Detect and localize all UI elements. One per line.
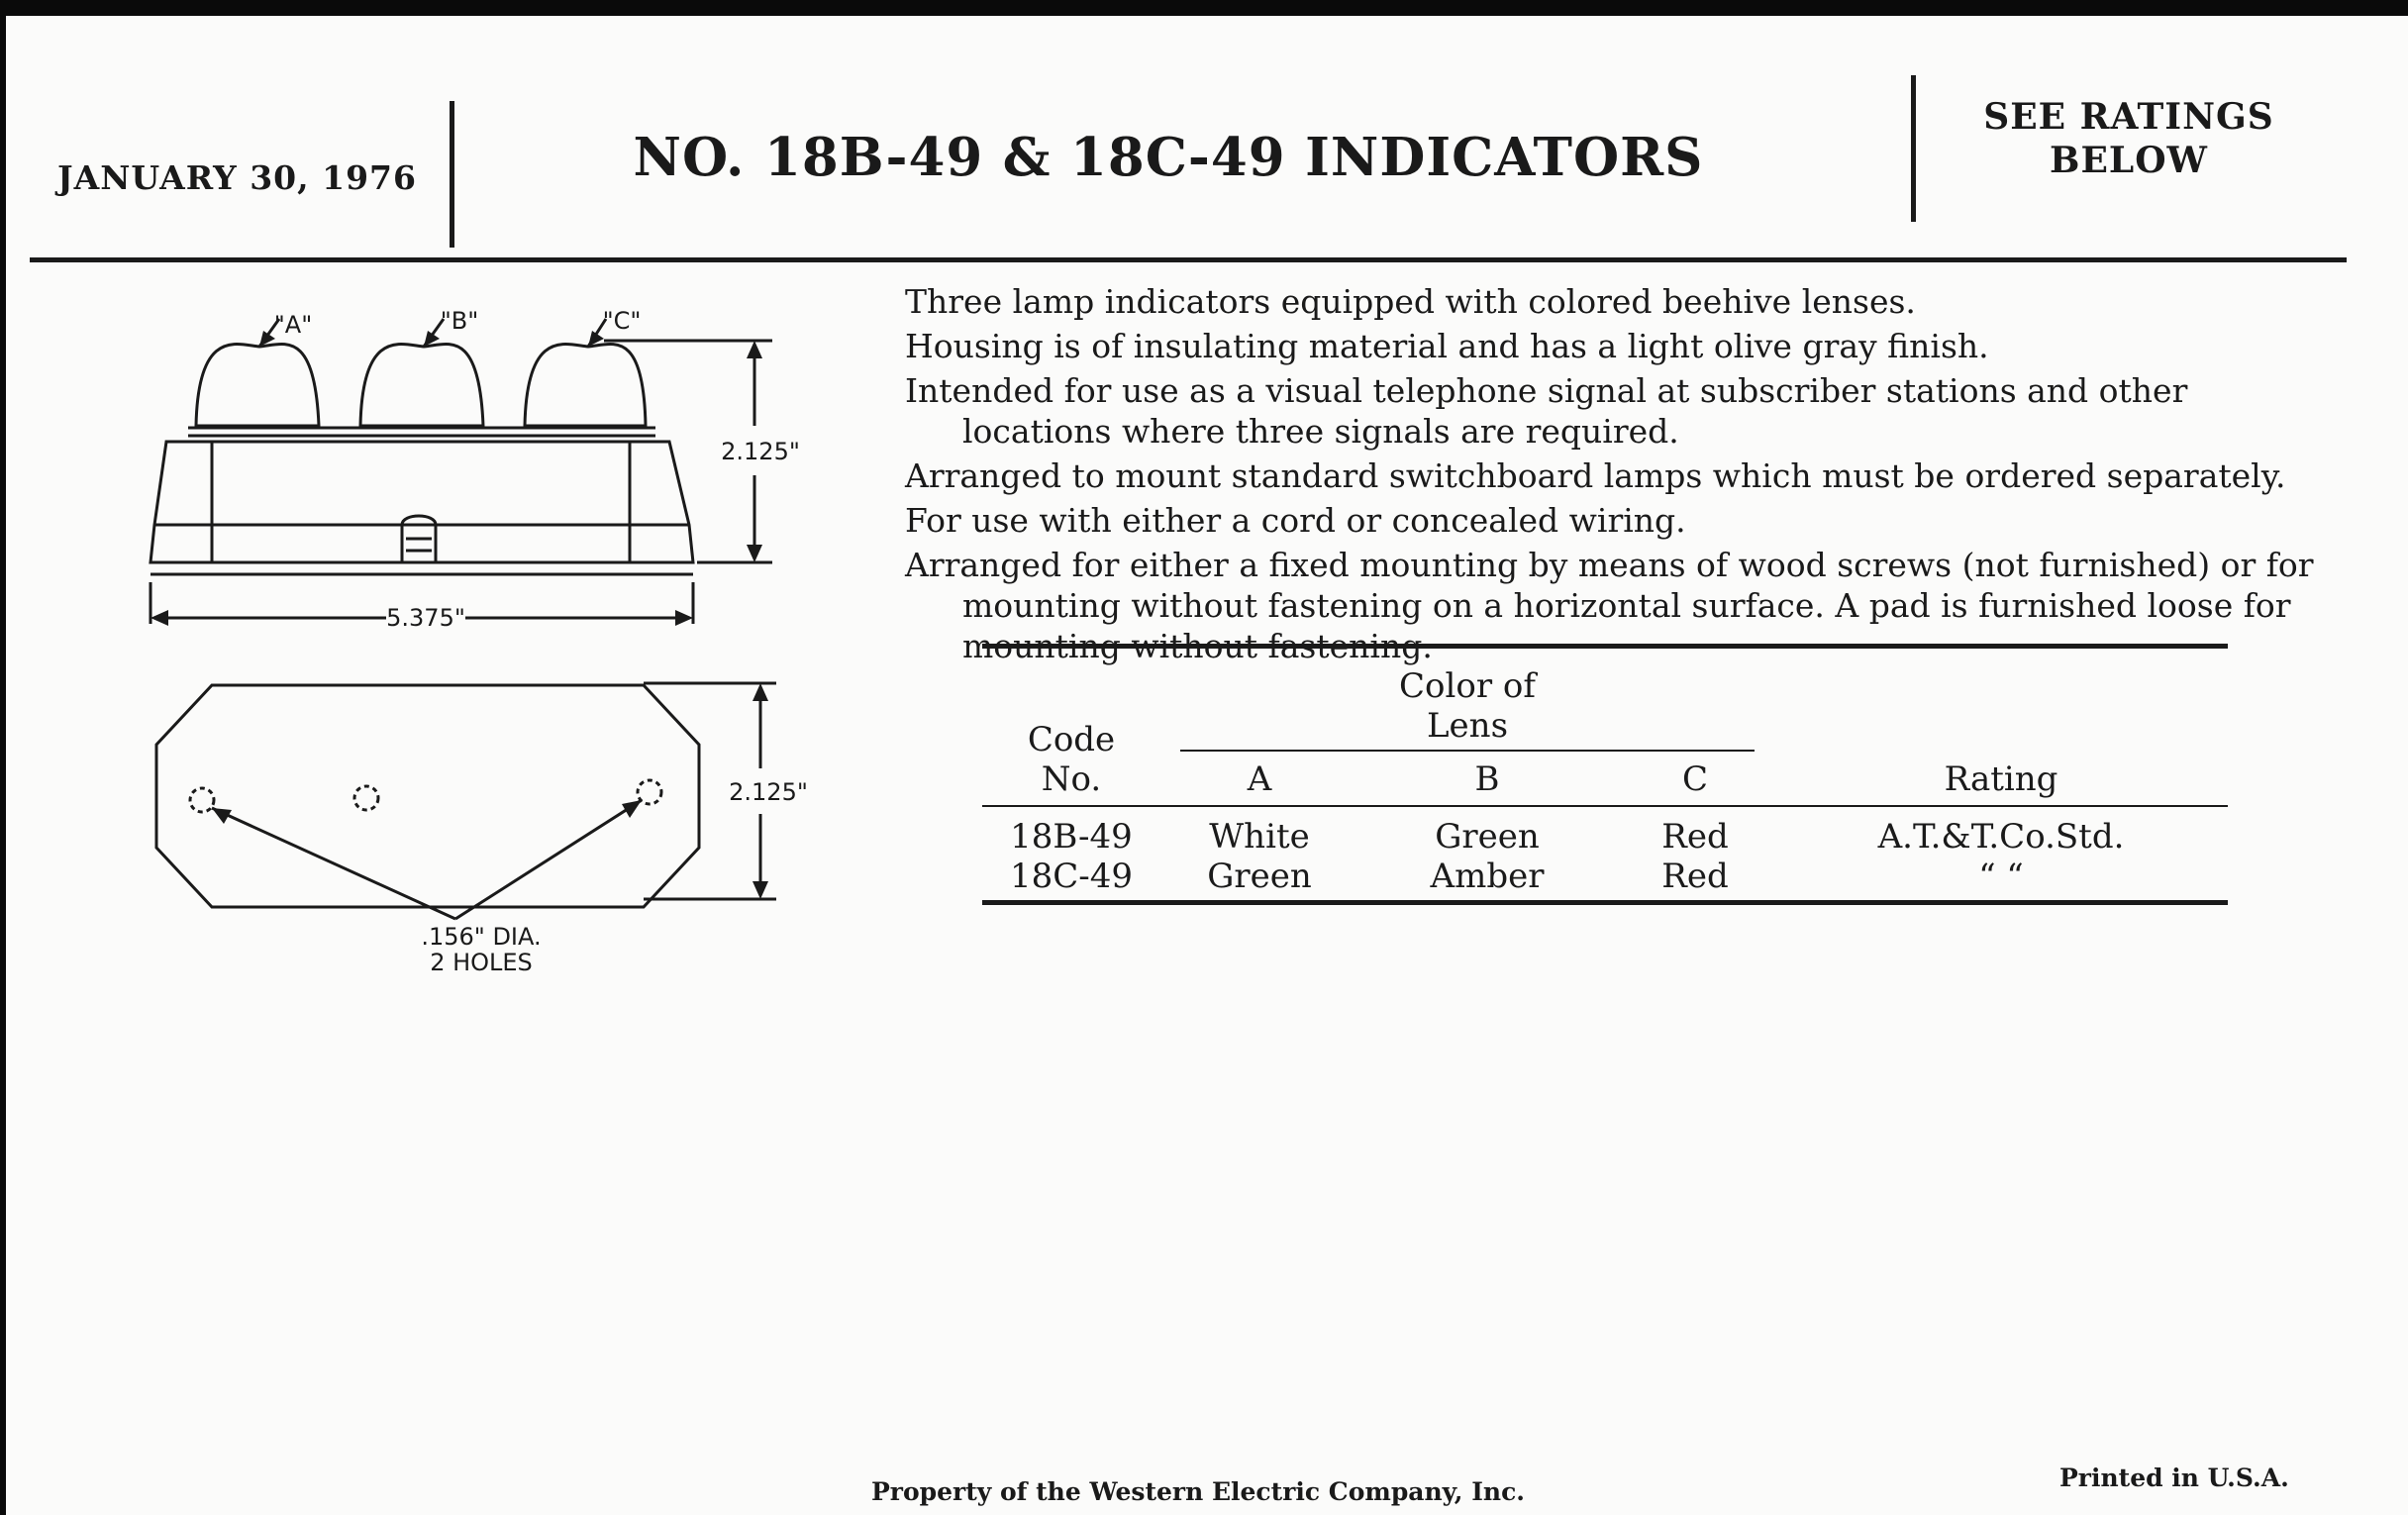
- property-notice: Property of the Western Electric Company, Inc.: [871, 1477, 1526, 1506]
- color-header-line2: Lens: [1180, 706, 1755, 752]
- issue-date: JANUARY 30, 1976: [57, 158, 417, 197]
- lens-b-icon: [360, 344, 483, 426]
- row-lens-c: Red: [1661, 817, 1729, 857]
- hole-left-icon: [190, 788, 214, 812]
- lamp-label-b: "B": [440, 307, 479, 335]
- width-dimension: 5.375": [386, 604, 465, 632]
- row-lens-c: Red: [1661, 857, 1729, 896]
- ratings-note-line2: BELOW: [2050, 140, 2208, 181]
- description-item: Arranged to mount standard switchboard lamps which must be ordered separately.: [905, 456, 2286, 495]
- lamp-label-c: "C": [602, 307, 642, 335]
- rating-header: Rating: [1774, 647, 2228, 807]
- description-item: Three lamp indicators equipped with colored beehive lenses.: [905, 282, 1916, 321]
- table-row: [982, 806, 2228, 857]
- printed-notice: Printed in U.S.A.: [2059, 1464, 2289, 1492]
- height-top-dimension: 2.125": [721, 438, 800, 465]
- color-header: [1160, 647, 1774, 753]
- code-header: [982, 647, 1160, 807]
- col-b-header: B: [1358, 752, 1616, 806]
- description-item: Housing is of insulating material and has a light olive gray finish.: [905, 327, 1989, 365]
- lamp-label-a: "A": [273, 311, 313, 339]
- description-item: Arranged for either a fixed mounting by means of wood screws (not furnished) or for mounting without fastening on a horizontal surface. A pad is furnished loose for mounting without fastening.: [905, 546, 2314, 665]
- row-lens-b: Amber: [1430, 857, 1545, 896]
- height-bottom-dimension: 2.125": [729, 778, 808, 806]
- housing-bottom-icon: [156, 685, 699, 907]
- code-header-line1: Code: [1027, 720, 1116, 759]
- description: [905, 281, 2321, 670]
- col-c-header: C: [1616, 752, 1774, 806]
- housing-front-icon: [150, 442, 693, 562]
- row-lens-a: White: [1209, 817, 1310, 857]
- row-lens-a: Green: [1207, 857, 1312, 896]
- row-rating: “ “: [1978, 857, 2024, 896]
- lens-c-icon: [525, 344, 646, 426]
- lens-a-icon: [196, 344, 319, 426]
- col-a-header: A: [1160, 752, 1358, 806]
- hole-center-icon: [354, 786, 378, 810]
- row-code: 18C-49: [1009, 857, 1134, 896]
- specs-table: [982, 644, 2228, 905]
- row-code: 18B-49: [1010, 817, 1133, 857]
- row-lens-b: Green: [1435, 817, 1540, 857]
- code-header-line2: No.: [1041, 759, 1102, 799]
- ratings-note-line1: SEE RATINGS: [1983, 96, 2274, 138]
- color-header-line1: Color of: [1399, 666, 1536, 706]
- hole-count-label: 2 HOLES: [430, 949, 533, 976]
- description-item: Intended for use as a visual telephone signal at subscriber stations and other locations where three signals are required.: [905, 371, 2188, 451]
- hole-diameter-label: .156" DIA.: [421, 923, 542, 951]
- description-item: For use with either a cord or concealed wiring.: [905, 501, 1686, 540]
- row-rating: A.T.&T.Co.Std.: [1877, 817, 2125, 857]
- table-row: [982, 857, 2228, 903]
- page-title: NO. 18B-49 & 18C-49 INDICATORS: [633, 127, 1704, 188]
